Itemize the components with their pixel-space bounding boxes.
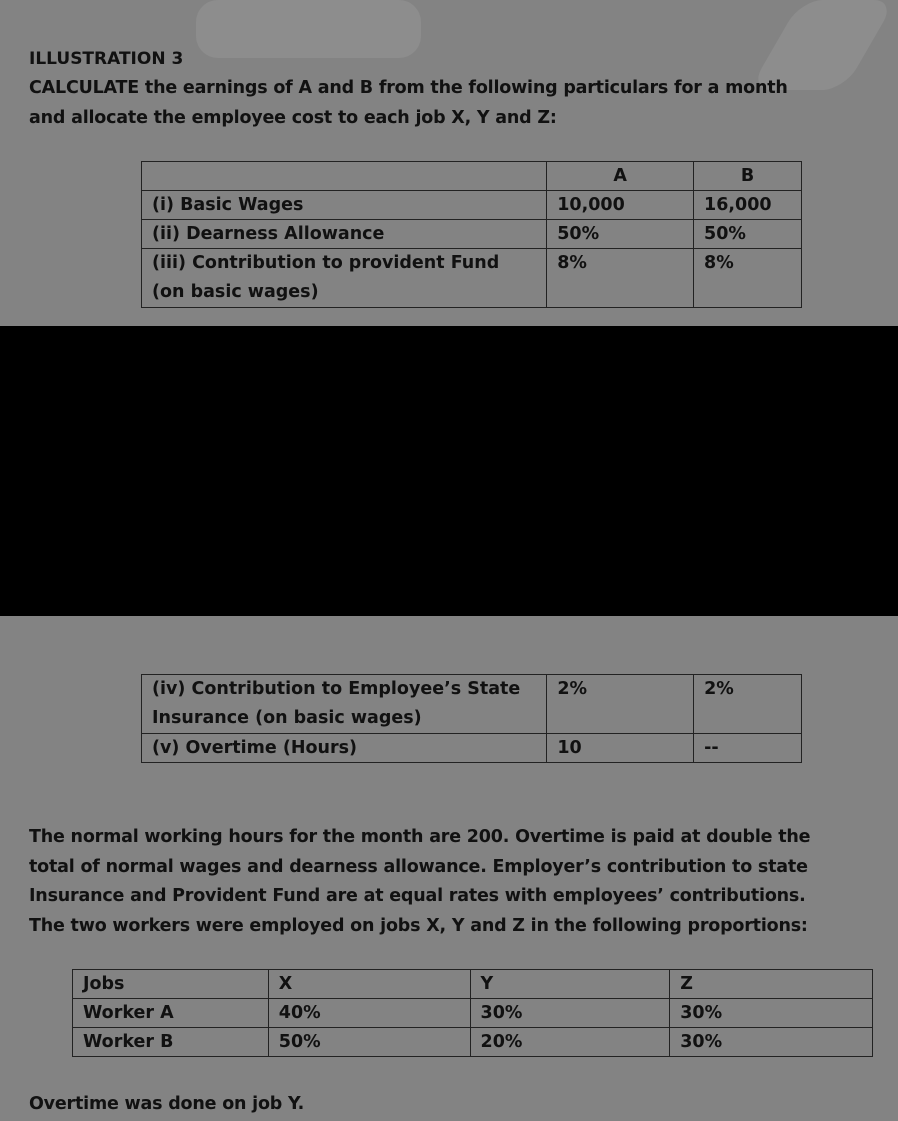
background-shape xyxy=(196,0,421,58)
column-header-b: B xyxy=(694,162,802,191)
value-b: -- xyxy=(694,734,802,763)
row-label-line: (on basic wages) xyxy=(152,282,319,302)
share-y: 30% xyxy=(470,999,670,1028)
row-label xyxy=(142,675,547,734)
value-a: 10,000 xyxy=(547,191,694,220)
column-header-x: X xyxy=(268,970,470,999)
row-label-line: (iii) Contribution to provident Fund xyxy=(152,253,500,273)
table-row xyxy=(142,220,802,249)
row-label-line: Insurance (on basic wages) xyxy=(152,708,422,728)
table-row xyxy=(73,1028,873,1057)
table-row xyxy=(142,675,802,734)
question-text xyxy=(29,74,788,133)
body-line: total of normal wages and dearness allowance. Employer’s contribution to state xyxy=(29,856,808,877)
value-b: 16,000 xyxy=(694,191,802,220)
row-label: (v) Overtime (Hours) xyxy=(142,734,547,763)
body-paragraph xyxy=(29,823,810,941)
body-line: Insurance and Provident Fund are at equal rates with employees’ contributions. xyxy=(29,886,806,906)
particulars-table-continued xyxy=(141,674,802,763)
value-b: 2% xyxy=(694,675,802,734)
value-b: 50% xyxy=(694,220,802,249)
row-label: (ii) Dearness Allowance xyxy=(142,220,547,249)
table-header-row xyxy=(73,970,873,999)
value-a: 2% xyxy=(547,675,694,734)
question-line: and allocate the employee cost to each job X, Y and Z: xyxy=(29,107,557,128)
value-a: 50% xyxy=(547,220,694,249)
table-row xyxy=(142,249,802,308)
column-header-z: Z xyxy=(670,970,873,999)
share-y: 20% xyxy=(470,1028,670,1057)
table-header-row xyxy=(142,162,802,191)
value-a: 10 xyxy=(547,734,694,763)
question-line: CALCULATE the earnings of A and B from the following particulars for a month xyxy=(29,78,788,98)
row-label xyxy=(142,249,547,308)
column-header-y: Y xyxy=(470,970,670,999)
jobs-table xyxy=(72,969,873,1057)
body-line: The normal working hours for the month are 200. Overtime is paid at double the xyxy=(29,827,811,847)
share-z: 30% xyxy=(670,999,873,1028)
redaction-torn-edge xyxy=(0,560,898,630)
body-line: The two workers were employed on jobs X, Y and Z in the following proportions: xyxy=(29,915,808,936)
share-z: 30% xyxy=(670,1028,873,1057)
table-cell xyxy=(142,162,547,191)
row-label-line: (iv) Contribution to Employee’s State xyxy=(152,679,521,699)
footer-note: Overtime was done on job Y. xyxy=(29,1094,305,1114)
illustration-title: ILLUSTRATION 3 xyxy=(29,49,184,69)
value-b: 8% xyxy=(694,249,802,308)
column-header-jobs: Jobs xyxy=(73,970,269,999)
worker-name: Worker B xyxy=(73,1028,269,1057)
row-label: (i) Basic Wages xyxy=(142,191,547,220)
table-row xyxy=(142,191,802,220)
particulars-table xyxy=(141,161,802,308)
share-x: 40% xyxy=(268,999,470,1028)
value-a: 8% xyxy=(547,249,694,308)
worker-name: Worker A xyxy=(73,999,269,1028)
share-x: 50% xyxy=(268,1028,470,1057)
table-row xyxy=(142,734,802,763)
table-row xyxy=(73,999,873,1028)
column-header-a: A xyxy=(547,162,694,191)
